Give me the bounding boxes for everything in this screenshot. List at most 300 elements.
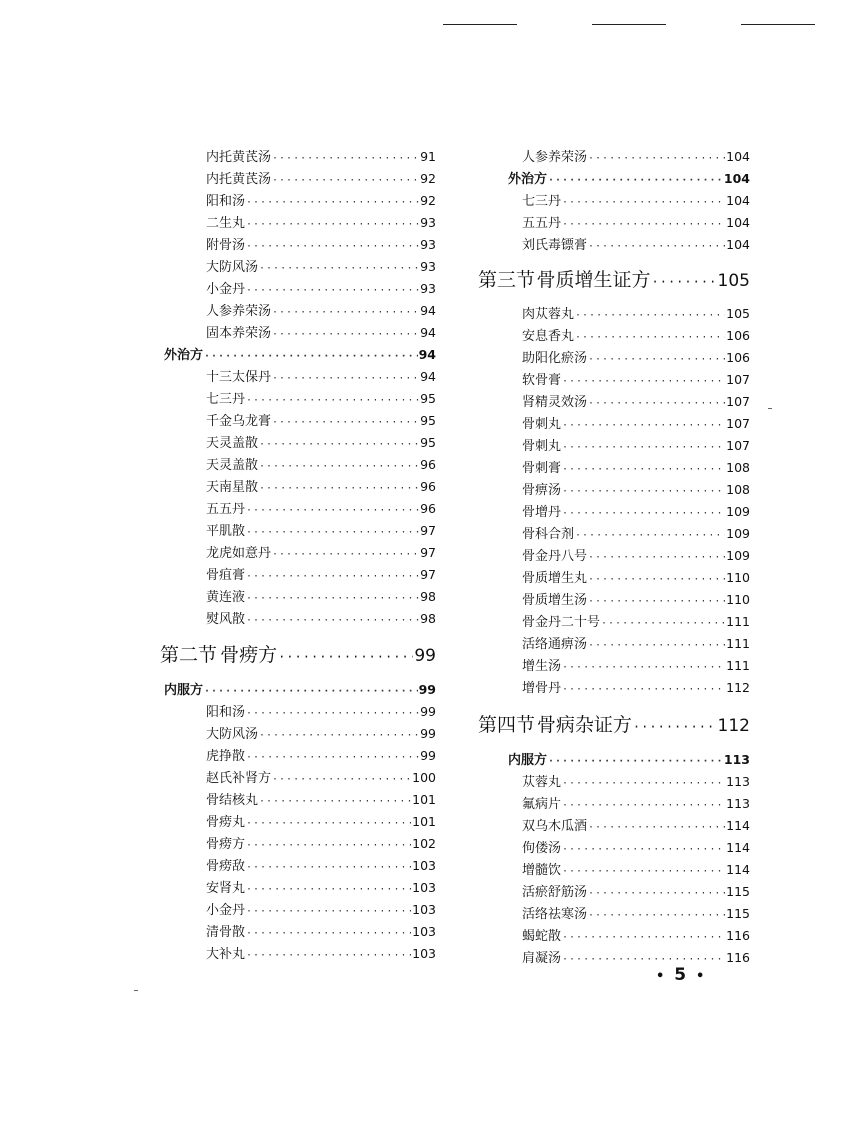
toc-group xyxy=(160,146,436,630)
toc-entry xyxy=(476,501,750,523)
toc-entry xyxy=(476,633,750,655)
toc-group xyxy=(476,749,750,969)
scan-speck xyxy=(134,990,138,991)
toc-entry xyxy=(160,212,436,234)
toc-entry xyxy=(476,815,750,837)
entry-title: 助阳化瘀汤 xyxy=(522,351,588,366)
toc-group xyxy=(476,303,750,699)
entry-page: 104 xyxy=(726,193,750,208)
entry-page: 100 xyxy=(412,770,436,785)
toc-entry xyxy=(160,234,436,256)
leader-dots xyxy=(246,192,419,212)
page-dot-right: • xyxy=(696,969,707,984)
toc-entry xyxy=(476,479,750,501)
section-page: 99 xyxy=(414,646,436,666)
toc-entry xyxy=(160,921,436,943)
leader-dots xyxy=(562,459,725,479)
entry-page: 103 xyxy=(412,924,436,939)
toc-subheading xyxy=(476,168,750,190)
toc-entry xyxy=(160,520,436,542)
header-rule-3 xyxy=(741,24,815,25)
entry-title: 人参养荣汤 xyxy=(206,304,272,319)
entry-page: 96 xyxy=(420,457,436,472)
entry-title: 骨金丹二十号 xyxy=(522,615,601,630)
entry-title: 内托黄芪汤 xyxy=(206,150,272,165)
entry-page: 102 xyxy=(412,836,436,851)
toc-entry xyxy=(476,212,750,234)
leader-dots xyxy=(272,769,411,789)
entry-title: 黄连液 xyxy=(206,590,246,605)
leader-dots xyxy=(272,544,419,564)
entry-title: 增髓饮 xyxy=(522,863,562,878)
toc-entry xyxy=(476,190,750,212)
toc-entry xyxy=(160,608,436,630)
toc-entry xyxy=(160,811,436,833)
toc-entry xyxy=(160,168,436,190)
toc-entry xyxy=(476,947,750,969)
leader-dots xyxy=(278,642,413,670)
leader-dots xyxy=(246,214,419,234)
leader-dots xyxy=(246,857,411,877)
entry-title: 七三丹 xyxy=(206,392,246,407)
entry-page: 99 xyxy=(418,682,436,697)
leader-dots xyxy=(246,703,419,723)
leader-dots xyxy=(562,415,725,435)
leader-dots xyxy=(259,478,419,498)
entry-title: 肾精灵效汤 xyxy=(522,395,588,410)
toc-entry xyxy=(476,793,750,815)
entry-page: 91 xyxy=(420,149,436,164)
entry-title: 十三太保丹 xyxy=(206,370,272,385)
header-rule-1 xyxy=(443,24,517,25)
entry-title: 外治方 xyxy=(164,348,204,363)
toc-subheading xyxy=(476,749,750,771)
entry-page: 116 xyxy=(726,950,750,965)
leader-dots xyxy=(588,569,725,589)
entry-page: 104 xyxy=(726,149,750,164)
leader-dots xyxy=(562,839,725,859)
leader-dots xyxy=(272,368,419,388)
leader-dots xyxy=(652,267,717,295)
leader-dots xyxy=(588,148,725,168)
entry-page: 105 xyxy=(726,306,750,321)
leader-dots xyxy=(246,390,419,410)
toc-entry xyxy=(476,589,750,611)
entry-title: 骨痹汤 xyxy=(522,483,562,498)
entry-title: 平肌散 xyxy=(206,524,246,539)
toc-entry xyxy=(160,745,436,767)
leader-dots xyxy=(204,346,418,366)
section-title: 骨质增生证方 xyxy=(536,269,651,291)
entry-page: 107 xyxy=(726,416,750,431)
entry-page: 111 xyxy=(726,614,750,629)
entry-title: 外治方 xyxy=(508,172,548,187)
entry-page: 95 xyxy=(420,391,436,406)
toc-entry xyxy=(476,303,750,325)
entry-title: 熨风散 xyxy=(206,612,246,627)
leader-dots xyxy=(588,349,725,369)
leader-dots xyxy=(562,192,725,212)
entry-title: 赵氏补肾方 xyxy=(206,771,272,786)
toc-entry xyxy=(160,701,436,723)
entry-title: 双乌木瓜酒 xyxy=(522,819,588,834)
page-number-value: 5 xyxy=(674,965,689,985)
entry-page: 114 xyxy=(726,818,750,833)
toc-entry xyxy=(160,278,436,300)
entry-title: 五五丹 xyxy=(206,502,246,517)
entry-title: 虎挣散 xyxy=(206,749,246,764)
entry-title: 骨刺膏 xyxy=(522,461,562,476)
leader-dots xyxy=(259,456,419,476)
entry-page: 110 xyxy=(726,592,750,607)
entry-page: 109 xyxy=(726,504,750,519)
entry-title: 氟病片 xyxy=(522,797,562,812)
leader-dots xyxy=(246,522,419,542)
leader-dots xyxy=(246,566,419,586)
leader-dots xyxy=(562,371,725,391)
entry-title: 大防风汤 xyxy=(206,727,259,742)
leader-dots xyxy=(246,280,419,300)
leader-dots xyxy=(588,393,725,413)
entry-page: 104 xyxy=(726,237,750,252)
leader-dots xyxy=(259,258,419,278)
section-label: 第四节 xyxy=(478,714,536,736)
entry-title: 天灵盖散 xyxy=(206,436,259,451)
section-label: 第二节 xyxy=(160,644,218,666)
entry-page: 106 xyxy=(726,328,750,343)
toc-group xyxy=(160,679,436,965)
entry-title: 安息香丸 xyxy=(522,329,575,344)
toc-entry xyxy=(476,771,750,793)
entry-title: 阳和汤 xyxy=(206,194,246,209)
entry-page: 106 xyxy=(726,350,750,365)
toc-entry xyxy=(160,190,436,212)
entry-title: 骨痨丸 xyxy=(206,815,246,830)
entry-title: 骨金丹八号 xyxy=(522,549,588,564)
entry-page: 96 xyxy=(420,501,436,516)
leader-dots xyxy=(562,773,725,793)
section-heading xyxy=(160,640,436,670)
entry-page: 92 xyxy=(420,171,436,186)
entry-title: 活络通痹汤 xyxy=(522,637,588,652)
entry-title: 小金丹 xyxy=(206,282,246,297)
entry-title: 佝偻汤 xyxy=(522,841,562,856)
entry-title: 安肾丸 xyxy=(206,881,246,896)
entry-title: 骨痨敌 xyxy=(206,859,246,874)
leader-dots xyxy=(562,481,725,501)
leader-dots xyxy=(246,945,411,965)
leader-dots xyxy=(246,588,419,608)
entry-title: 五五丹 xyxy=(522,216,562,231)
section-title: 骨痨方 xyxy=(220,644,278,666)
entry-title: 刘氏毒镖膏 xyxy=(522,238,588,253)
entry-page: 97 xyxy=(420,567,436,582)
leader-dots xyxy=(246,747,419,767)
toc-entry xyxy=(160,943,436,965)
toc-entry xyxy=(476,457,750,479)
leader-dots xyxy=(259,791,411,811)
toc-entry xyxy=(160,767,436,789)
entry-page: 94 xyxy=(418,347,436,362)
section-page: 105 xyxy=(717,271,750,291)
entry-title: 骨增丹 xyxy=(522,505,562,520)
leader-dots xyxy=(246,610,419,630)
entry-title: 内托黄芪汤 xyxy=(206,172,272,187)
toc-entry xyxy=(476,347,750,369)
entry-page: 104 xyxy=(723,171,750,186)
toc-subheading xyxy=(160,679,436,701)
entry-title: 小金丹 xyxy=(206,903,246,918)
toc-entry xyxy=(160,432,436,454)
entry-page: 108 xyxy=(726,482,750,497)
toc-entry xyxy=(160,146,436,168)
entry-title: 软骨膏 xyxy=(522,373,562,388)
leader-dots xyxy=(246,835,411,855)
toc-entry xyxy=(160,542,436,564)
entry-page: 97 xyxy=(420,523,436,538)
leader-dots xyxy=(272,148,419,168)
entry-title: 活络祛寒汤 xyxy=(522,907,588,922)
toc-column-left xyxy=(160,146,436,965)
leader-dots xyxy=(562,214,725,234)
entry-page: 114 xyxy=(726,862,750,877)
entry-title: 千金乌龙膏 xyxy=(206,414,272,429)
leader-dots xyxy=(575,327,725,347)
entry-title: 大补丸 xyxy=(206,947,246,962)
toc-entry xyxy=(476,903,750,925)
entry-page: 115 xyxy=(726,906,750,921)
toc-entry xyxy=(160,454,436,476)
entry-page: 98 xyxy=(420,589,436,604)
leader-dots xyxy=(601,613,725,633)
entry-title: 七三丹 xyxy=(522,194,562,209)
toc-entry xyxy=(160,388,436,410)
entry-page: 111 xyxy=(726,636,750,651)
leader-dots xyxy=(562,861,725,881)
entry-page: 93 xyxy=(420,215,436,230)
leader-dots xyxy=(562,927,725,947)
leader-dots xyxy=(562,795,725,815)
leader-dots xyxy=(246,236,419,256)
entry-title: 骨疽膏 xyxy=(206,568,246,583)
entry-page: 103 xyxy=(412,858,436,873)
leader-dots xyxy=(575,305,725,325)
toc-entry xyxy=(160,410,436,432)
leader-dots xyxy=(562,437,725,457)
entry-title: 活瘀舒筋汤 xyxy=(522,885,588,900)
leader-dots xyxy=(575,525,725,545)
scan-speck xyxy=(768,408,772,409)
entry-page: 113 xyxy=(726,774,750,789)
toc-entry xyxy=(476,837,750,859)
toc-entry xyxy=(476,611,750,633)
entry-title: 阳和汤 xyxy=(206,705,246,720)
entry-page: 107 xyxy=(726,438,750,453)
entry-title: 天南星散 xyxy=(206,480,259,495)
leader-dots xyxy=(246,879,411,899)
entry-title: 骨科合剂 xyxy=(522,527,575,542)
entry-title: 骨结核丸 xyxy=(206,793,259,808)
entry-title: 增骨丹 xyxy=(522,681,562,696)
entry-page: 99 xyxy=(420,704,436,719)
entry-page: 116 xyxy=(726,928,750,943)
toc-entry xyxy=(476,325,750,347)
toc-entry xyxy=(160,855,436,877)
toc-entry xyxy=(160,877,436,899)
entry-title: 大防风汤 xyxy=(206,260,259,275)
page-dot-left: • xyxy=(656,969,667,984)
toc-entry xyxy=(476,677,750,699)
entry-page: 115 xyxy=(726,884,750,899)
leader-dots xyxy=(588,635,725,655)
leader-dots xyxy=(562,657,725,677)
leader-dots xyxy=(562,679,725,699)
entry-title: 肉苁蓉丸 xyxy=(522,307,575,322)
header-rule-2 xyxy=(592,24,666,25)
entry-page: 93 xyxy=(420,237,436,252)
toc-entry xyxy=(476,369,750,391)
entry-page: 109 xyxy=(726,526,750,541)
entry-page: 110 xyxy=(726,570,750,585)
toc-subheading xyxy=(160,344,436,366)
leader-dots xyxy=(588,883,725,903)
entry-title: 肩凝汤 xyxy=(522,951,562,966)
leader-dots xyxy=(548,751,723,771)
leader-dots xyxy=(562,503,725,523)
toc-entry xyxy=(476,413,750,435)
toc-entry xyxy=(160,476,436,498)
leader-dots xyxy=(246,923,411,943)
leader-dots xyxy=(246,813,411,833)
toc-column-right xyxy=(476,146,750,969)
leader-dots xyxy=(588,817,725,837)
leader-dots xyxy=(633,712,717,740)
toc-entry xyxy=(476,925,750,947)
leader-dots xyxy=(588,236,725,256)
entry-title: 内服方 xyxy=(508,753,548,768)
leader-dots xyxy=(272,324,419,344)
section-heading xyxy=(478,265,750,295)
entry-page: 96 xyxy=(420,479,436,494)
toc-entry xyxy=(476,234,750,256)
entry-title: 二生丸 xyxy=(206,216,246,231)
section-page: 112 xyxy=(717,716,750,736)
toc-entry xyxy=(160,256,436,278)
leader-dots xyxy=(259,725,419,745)
entry-page: 95 xyxy=(420,435,436,450)
leader-dots xyxy=(548,170,723,190)
entry-title: 骨质增生汤 xyxy=(522,593,588,608)
leader-dots xyxy=(246,500,419,520)
entry-title: 清骨散 xyxy=(206,925,246,940)
entry-title: 蝎蛇散 xyxy=(522,929,562,944)
entry-page: 101 xyxy=(412,814,436,829)
entry-page: 94 xyxy=(420,325,436,340)
entry-page: 107 xyxy=(726,372,750,387)
entry-title: 骨痨方 xyxy=(206,837,246,852)
toc-entry xyxy=(160,789,436,811)
toc-entry xyxy=(476,859,750,881)
entry-title: 固本养荣汤 xyxy=(206,326,272,341)
toc-group xyxy=(476,146,750,256)
entry-title: 骨刺丸 xyxy=(522,439,562,454)
page-number xyxy=(656,965,706,985)
entry-page: 109 xyxy=(726,548,750,563)
entry-page: 103 xyxy=(412,946,436,961)
entry-title: 骨质增生丸 xyxy=(522,571,588,586)
entry-page: 113 xyxy=(723,752,750,767)
section-title: 骨病杂证方 xyxy=(536,714,632,736)
toc-entry xyxy=(160,833,436,855)
section-label: 第三节 xyxy=(478,269,536,291)
entry-page: 103 xyxy=(412,902,436,917)
entry-title: 龙虎如意丹 xyxy=(206,546,272,561)
entry-title: 附骨汤 xyxy=(206,238,246,253)
entry-page: 99 xyxy=(420,726,436,741)
leader-dots xyxy=(272,302,419,322)
toc-entry xyxy=(160,723,436,745)
entry-page: 113 xyxy=(726,796,750,811)
entry-title: 天灵盖散 xyxy=(206,458,259,473)
toc-entry xyxy=(160,586,436,608)
leader-dots xyxy=(259,434,419,454)
entry-page: 108 xyxy=(726,460,750,475)
leader-dots xyxy=(272,170,419,190)
toc-entry xyxy=(160,300,436,322)
entry-page: 103 xyxy=(412,880,436,895)
toc-entry xyxy=(160,366,436,388)
entry-page: 98 xyxy=(420,611,436,626)
toc-entry xyxy=(476,881,750,903)
entry-title: 增生汤 xyxy=(522,659,562,674)
entry-page: 104 xyxy=(726,215,750,230)
toc-entry xyxy=(160,498,436,520)
entry-title: 苁蓉丸 xyxy=(522,775,562,790)
toc-entry xyxy=(160,564,436,586)
leader-dots xyxy=(588,547,725,567)
entry-page: 97 xyxy=(420,545,436,560)
toc-entry xyxy=(160,322,436,344)
leader-dots xyxy=(588,905,725,925)
leader-dots xyxy=(246,901,411,921)
leader-dots xyxy=(272,412,419,432)
entry-page: 99 xyxy=(420,748,436,763)
entry-title: 人参养荣汤 xyxy=(522,150,588,165)
toc-entry xyxy=(476,545,750,567)
leader-dots xyxy=(204,681,418,701)
entry-page: 94 xyxy=(420,303,436,318)
toc-entry xyxy=(476,655,750,677)
entry-page: 95 xyxy=(420,413,436,428)
toc-entry xyxy=(476,146,750,168)
toc-entry xyxy=(160,899,436,921)
entry-page: 112 xyxy=(726,680,750,695)
leader-dots xyxy=(588,591,725,611)
section-heading xyxy=(478,710,750,740)
toc-entry xyxy=(476,567,750,589)
entry-page: 107 xyxy=(726,394,750,409)
entry-page: 114 xyxy=(726,840,750,855)
entry-page: 93 xyxy=(420,259,436,274)
entry-title: 骨刺丸 xyxy=(522,417,562,432)
entry-page: 94 xyxy=(420,369,436,384)
entry-page: 93 xyxy=(420,281,436,296)
entry-page: 111 xyxy=(726,658,750,673)
toc-entry xyxy=(476,435,750,457)
toc-entry xyxy=(476,391,750,413)
entry-page: 92 xyxy=(420,193,436,208)
entry-title: 内服方 xyxy=(164,683,204,698)
